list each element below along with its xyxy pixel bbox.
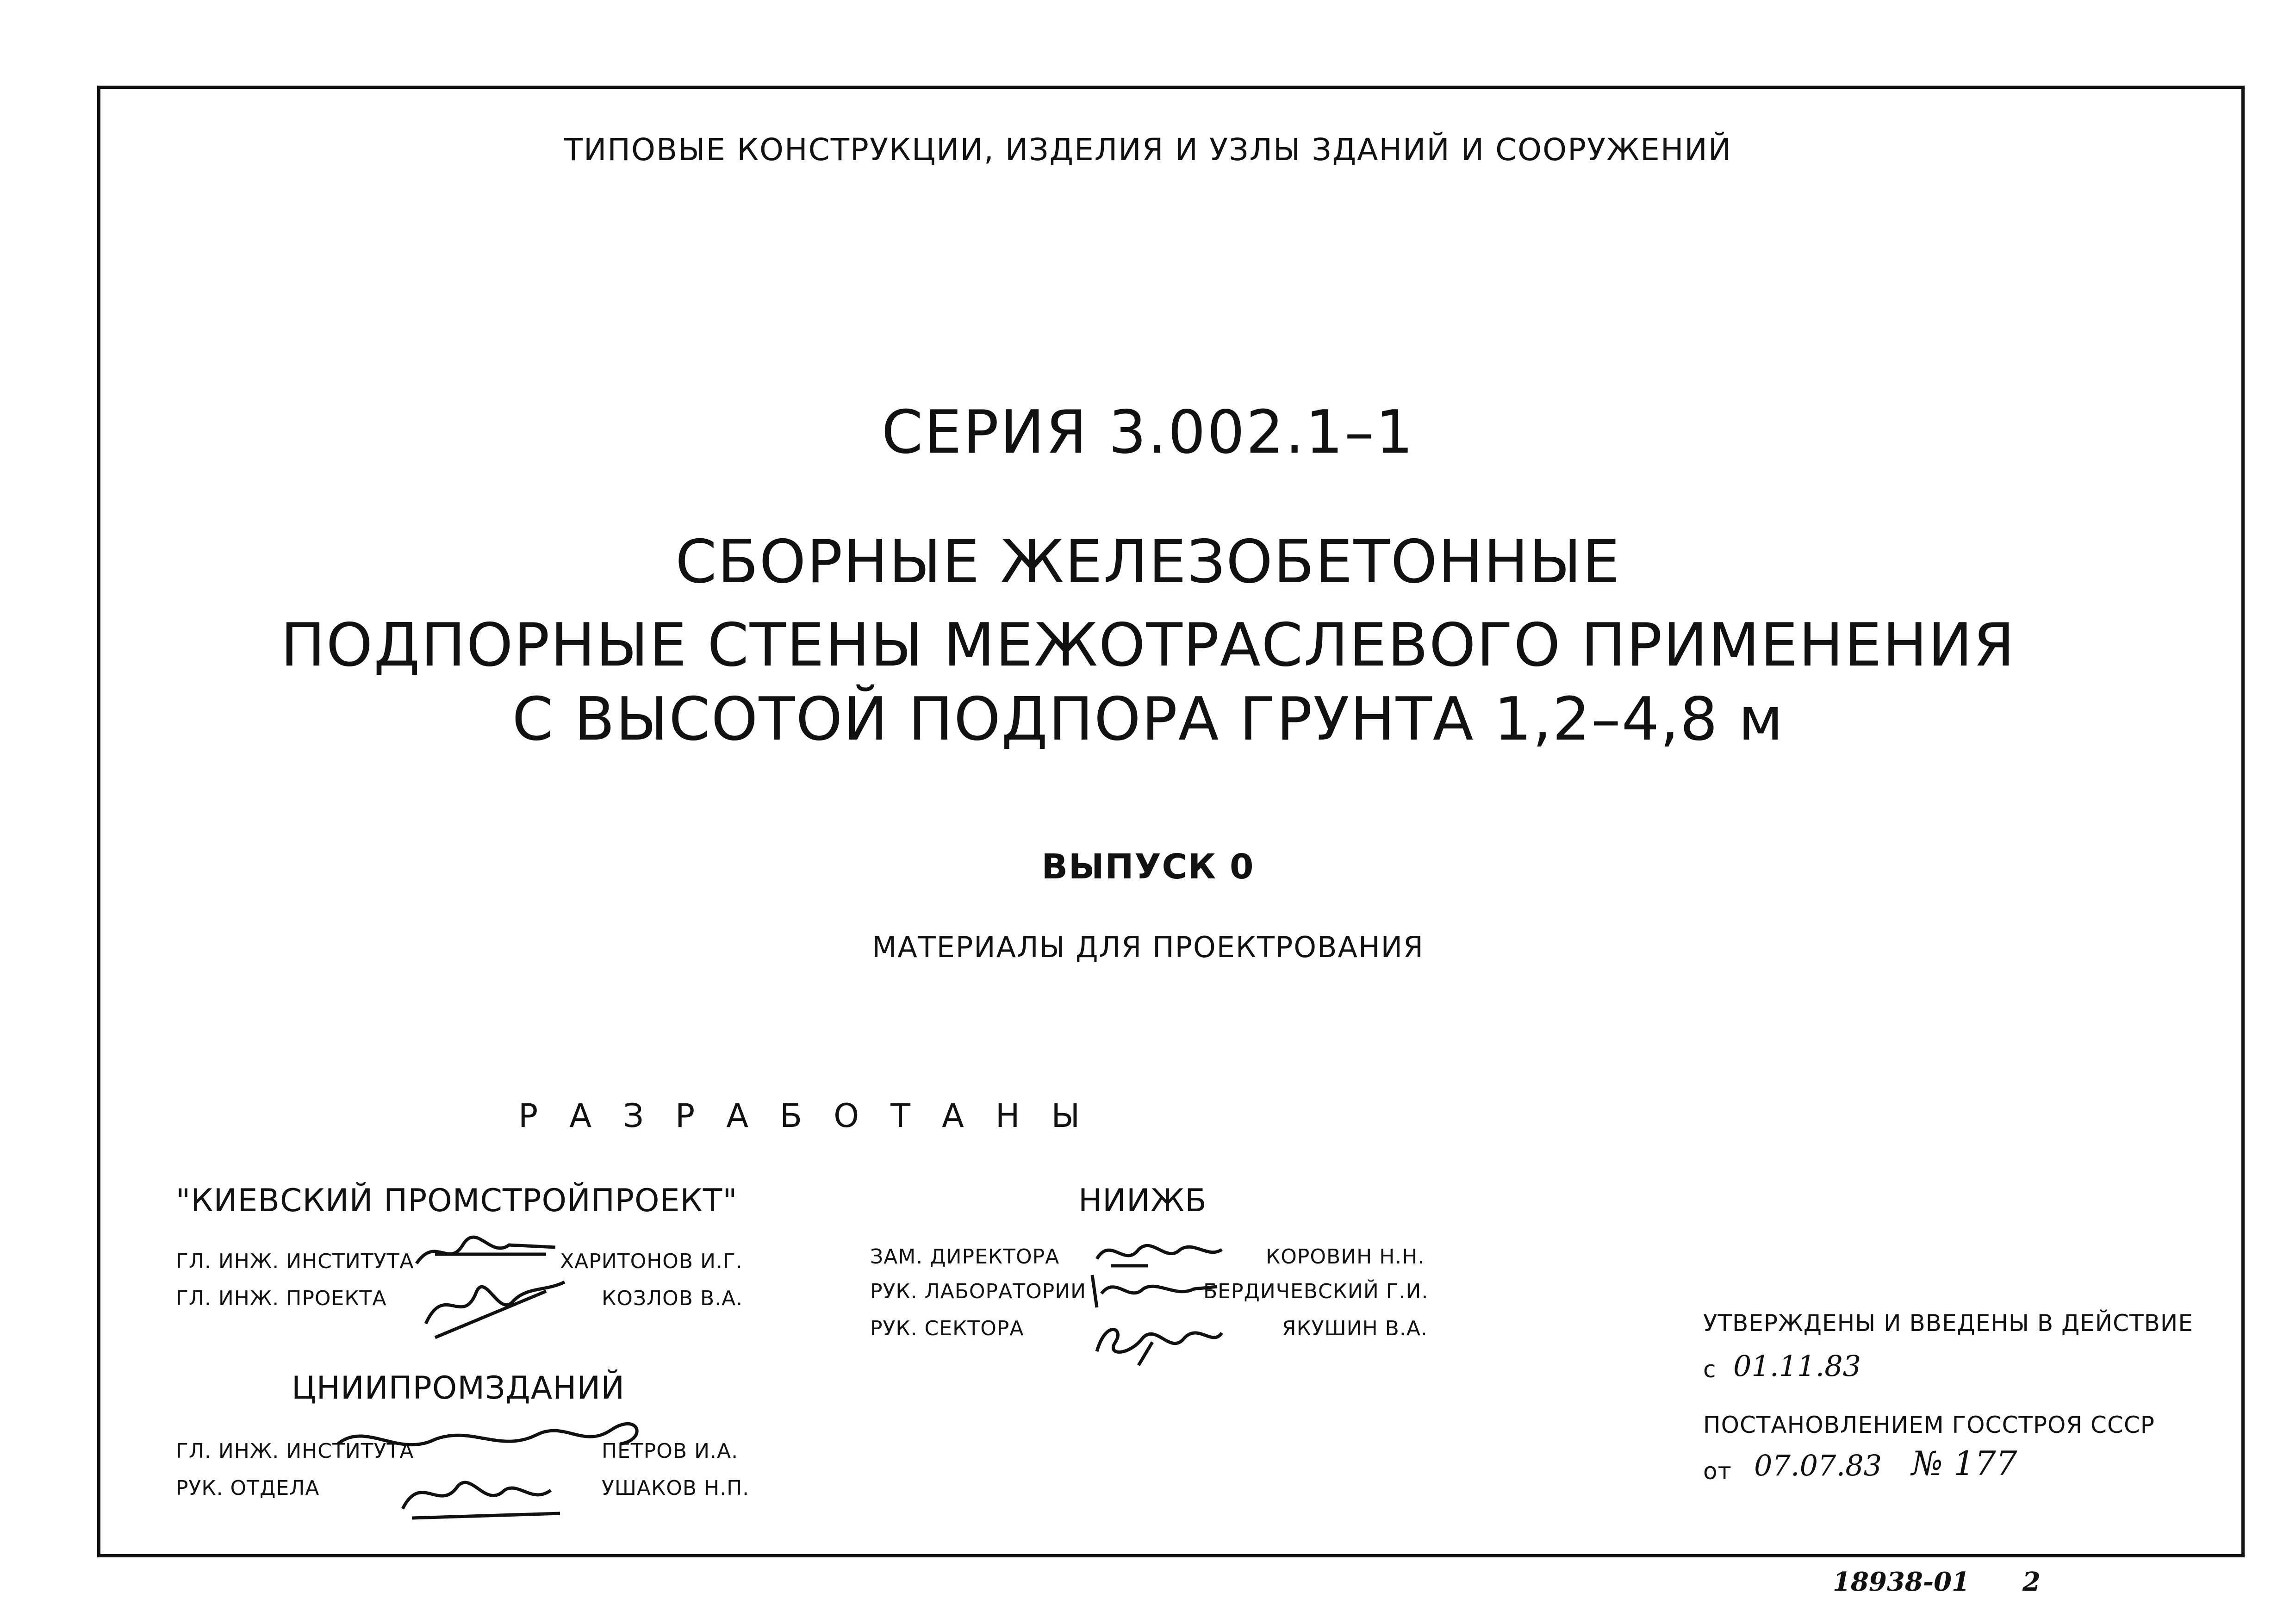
issue-label: ВЫПУСК 0 bbox=[1041, 847, 1255, 887]
kiev-name-2: КОЗЛОВ В.А. bbox=[602, 1287, 743, 1310]
tsnii-role-1: ГЛ. ИНЖ. ИНСТИТУТА bbox=[176, 1439, 414, 1463]
materials-label: МАТЕРИАЛЫ ДЛЯ ПРОЕКТРОВАНИЯ bbox=[871, 930, 1425, 964]
tsnii-role-2: РУК. ОТДЕЛА bbox=[176, 1476, 320, 1500]
signature-yakushin bbox=[1088, 1310, 1226, 1370]
kiev-org-name: "КИЕВСКИЙ ПРОМСТРОЙПРОЕКТ" bbox=[176, 1182, 738, 1219]
series-title: СЕРИЯ 3.002.1–1 bbox=[881, 398, 1415, 467]
signature-ushakov bbox=[393, 1458, 569, 1527]
tsnii-name-2: УШАКОВ Н.П. bbox=[602, 1476, 750, 1500]
title-line-2: ПОДПОРНЫЕ СТЕНЫ МЕЖОТРАСЛЕВОГО ПРИМЕНЕНИЯ bbox=[280, 611, 2016, 680]
footer-page-number: 2 bbox=[2022, 1567, 2041, 1597]
niizhb-name-3: ЯКУШИН В.А. bbox=[1282, 1317, 1428, 1340]
niizhb-name-1: КОРОВИН Н.Н. bbox=[1266, 1245, 1425, 1269]
signature-petrov bbox=[324, 1402, 657, 1467]
header-line: ТИПОВЫЕ КОНСТРУКЦИИ, ИЗДЕЛИЯ И УЗЛЫ ЗДАНИЙ И СООРУЖЕНИЙ bbox=[564, 132, 1732, 168]
approval-date-prefix: от bbox=[1703, 1458, 1732, 1485]
approval-line-3: ПОСТАНОВЛЕНИЕМ ГОССТРОЯ СССР bbox=[1703, 1412, 2155, 1438]
footer-doc-code: 18938-01 bbox=[1833, 1567, 1970, 1597]
niizhb-role-3: РУК. СЕКТОРА bbox=[870, 1317, 1024, 1340]
title-line-1: СБОРНЫЕ ЖЕЛЕЗОБЕТОННЫЕ bbox=[675, 528, 1621, 597]
approval-date: 07.07.83 bbox=[1754, 1449, 1882, 1482]
niizhb-org-name: НИИЖБ bbox=[1078, 1182, 1207, 1219]
niizhb-role-1: ЗАМ. ДИРЕКТОРА bbox=[870, 1245, 1060, 1269]
kiev-role-2: ГЛ. ИНЖ. ПРОЕКТА bbox=[176, 1287, 387, 1310]
signature-berdichevsky bbox=[1083, 1266, 1222, 1312]
title-line-3: С ВЫСОТОЙ ПОДПОРА ГРУНТА 1,2–4,8 м bbox=[512, 685, 1784, 754]
developed-heading: РАЗРАБОТАНЫ bbox=[518, 1097, 1112, 1135]
tsnii-name-1: ПЕТРОВ И.А. bbox=[602, 1439, 739, 1463]
signature-kozlov bbox=[407, 1263, 574, 1347]
approval-from-prefix: с bbox=[1703, 1356, 1717, 1383]
tsnii-org-name: ЦНИИПРОМЗДАНИЙ bbox=[292, 1370, 625, 1406]
approval-from-date: 01.11.83 bbox=[1733, 1349, 1861, 1383]
kiev-name-1: ХАРИТОНОВ И.Г. bbox=[560, 1250, 743, 1273]
approval-number: № 177 bbox=[1911, 1444, 2017, 1483]
kiev-role-1: ГЛ. ИНЖ. ИНСТИТУТА bbox=[176, 1250, 414, 1273]
approval-line-1: УТВЕРЖДЕНЫ И ВВЕДЕНЫ В ДЕЙСТВИЕ bbox=[1703, 1310, 2193, 1337]
niizhb-name-2: БЕРДИЧЕВСКИЙ Г.И. bbox=[1203, 1280, 1429, 1303]
niizhb-role-2: РУК. ЛАБОРАТОРИИ bbox=[870, 1280, 1087, 1303]
